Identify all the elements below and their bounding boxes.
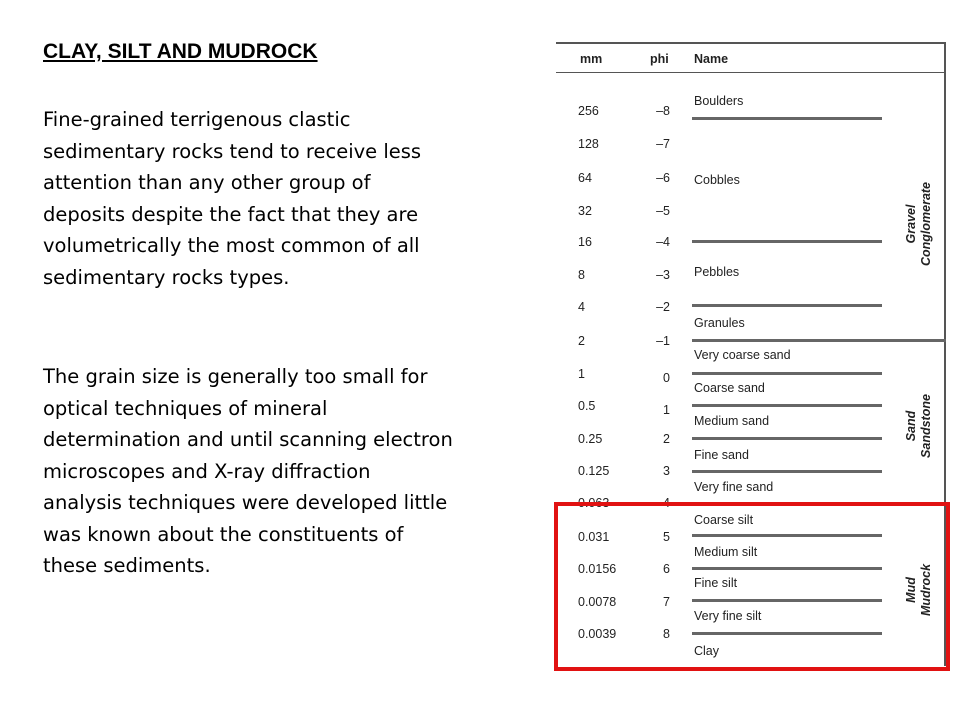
grain-class-name: Fine silt: [694, 576, 738, 590]
phi-value: –3: [656, 268, 670, 282]
mm-value: 128: [578, 137, 599, 151]
boundary-line: [692, 304, 882, 307]
phi-value: 8: [663, 627, 670, 641]
boundary-line: [692, 117, 882, 120]
phi-value: –7: [656, 137, 670, 151]
phi-value: –4: [656, 235, 670, 249]
phi-value: –1: [656, 334, 670, 348]
phi-value: 6: [663, 562, 670, 576]
grain-class-name: Clay: [694, 644, 720, 658]
grain-class-name: Cobbles: [694, 173, 740, 187]
phi-value: –8: [656, 104, 670, 118]
header-name: Name: [694, 52, 729, 66]
grain-class-name: Very fine silt: [694, 609, 762, 623]
boundary-line: [692, 437, 882, 440]
mm-value: 0.5: [578, 399, 596, 413]
phi-value: 1: [663, 403, 670, 417]
phi-value: 7: [663, 595, 670, 609]
group-boundary-line: [692, 339, 946, 342]
grain-class-name: Granules: [694, 316, 745, 330]
grain-class-name: Very coarse sand: [694, 348, 791, 362]
boundary-line: [692, 240, 882, 243]
mm-value: 0.25: [578, 432, 603, 446]
header-mm: mm: [580, 52, 603, 66]
phi-value: 0: [663, 371, 670, 385]
phi-value: 3: [663, 464, 670, 478]
grain-class-name: Coarse silt: [694, 513, 754, 527]
table-top-border: [556, 42, 946, 44]
table-header-divider: [556, 72, 946, 73]
group-label-mud: Mud Mudrock: [904, 563, 933, 617]
phi-value: 5: [663, 530, 670, 544]
grain-class-name: Medium sand: [694, 414, 770, 428]
phi-value: –2: [656, 300, 670, 314]
phi-value: –5: [656, 204, 670, 218]
mm-value: 16: [578, 235, 592, 249]
mm-value: 0.063: [578, 496, 610, 510]
slide-title: CLAY, SILT AND MUDROCK: [43, 40, 318, 63]
grain-class-name: Coarse sand: [694, 381, 765, 395]
mm-value: 8: [578, 268, 585, 282]
mm-value: 0.0156: [578, 562, 617, 576]
grain-class-name: Boulders: [694, 94, 744, 108]
mm-value: 0.0039: [578, 627, 617, 641]
mm-value: 2: [578, 334, 585, 348]
mm-value: 4: [578, 300, 585, 314]
grain-class-name: Fine sand: [694, 448, 749, 462]
mud-highlight-box: [554, 502, 950, 671]
mm-value: 1: [578, 367, 585, 381]
grain-class-name: Pebbles: [694, 265, 740, 279]
mm-value: 64: [578, 171, 592, 185]
mm-value: 0.125: [578, 464, 610, 478]
phi-value: –6: [656, 171, 670, 185]
boundary-line: [692, 404, 882, 407]
grain-class-name: Medium silt: [694, 545, 758, 559]
phi-value: 2: [663, 432, 670, 446]
group-label-gravel: Gravel Conglomerate: [904, 181, 933, 267]
mm-value: 0.0078: [578, 595, 617, 609]
header-phi: phi: [650, 52, 669, 66]
group-label-sand: Sand Sandstone: [904, 394, 933, 458]
mm-value: 256: [578, 104, 599, 118]
boundary-line: [692, 470, 882, 473]
mm-value: 32: [578, 204, 592, 218]
grain-class-name: Very fine sand: [694, 480, 774, 494]
grain-size-paragraph: The grain size is generally too small for optical techniques of mineral determination and until scanning electron microscopes and X-ray diffraction analysis techniques were developed little was known about the constituents of these sediments.: [43, 365, 453, 577]
phi-value: 4: [663, 496, 670, 510]
intro-paragraph: Fine-grained terrigenous clastic sedimentary rocks tend to receive less attention than any other group of deposits despite the fact that they are volumetrically the most common of all sedimentary rocks types.: [43, 108, 422, 289]
mm-value: 0.031: [578, 530, 610, 544]
boundary-line: [692, 372, 882, 375]
